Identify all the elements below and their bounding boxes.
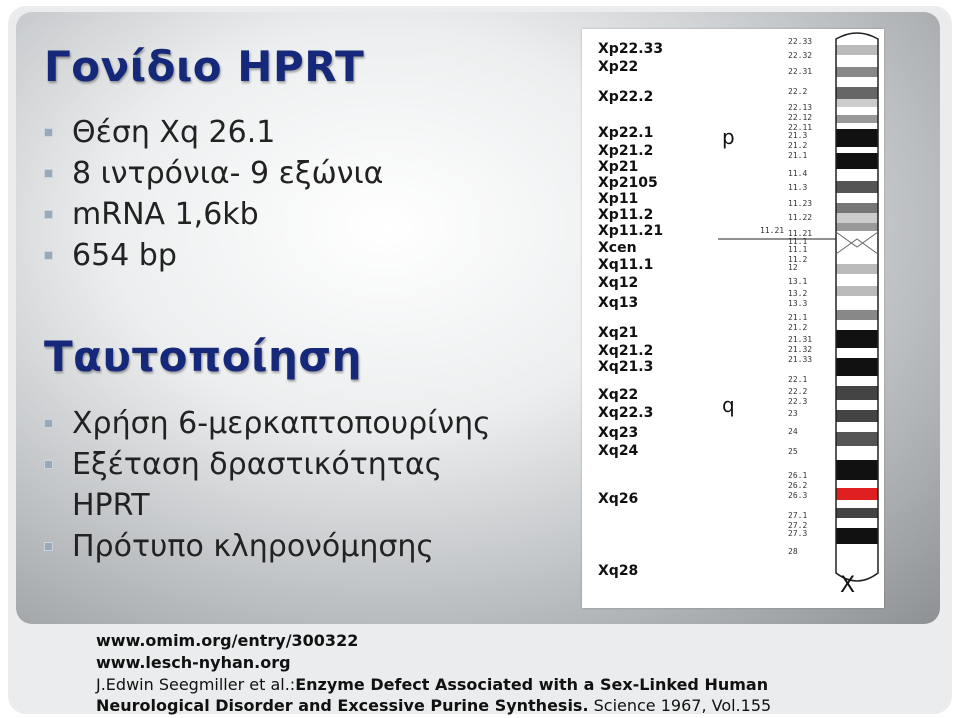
band-label: Xq22.3 bbox=[598, 405, 654, 421]
marker-label: 11.21 bbox=[760, 226, 785, 235]
sub-band-label: 11.22 bbox=[788, 213, 813, 222]
band-label: Xp11 bbox=[598, 191, 639, 207]
sub-band-label: 11.2 bbox=[788, 255, 808, 264]
square-bullet-icon bbox=[44, 542, 53, 551]
band-label: Xq22 bbox=[598, 387, 639, 403]
sub-band-label: 28 bbox=[788, 547, 798, 556]
band-label: Xp21 bbox=[598, 159, 639, 175]
sub-band-label: 21.1 bbox=[788, 313, 808, 322]
omim-link[interactable]: www.omim.org/entry/300322 bbox=[96, 631, 359, 650]
band-label: Xp11.21 bbox=[598, 223, 664, 239]
chromosome-x-ideogram bbox=[582, 29, 884, 608]
list-item: Εξέταση δραστικότητας HPRT bbox=[40, 444, 491, 526]
sub-band-label: 21.2 bbox=[788, 141, 808, 150]
band-label: Xq21 bbox=[598, 325, 639, 341]
sub-band-label: 27.3 bbox=[788, 529, 808, 538]
band-label: Xq24 bbox=[598, 443, 639, 459]
sub-band-label: 21.31 bbox=[788, 335, 813, 344]
band-label: Xcen bbox=[598, 240, 637, 256]
sub-band-label: 26.1 bbox=[788, 471, 808, 480]
sub-band-label: 22.31 bbox=[788, 67, 813, 76]
sub-band-label: 22.12 bbox=[788, 113, 813, 122]
sub-band-label: 12 bbox=[788, 263, 798, 272]
band-label: Xp22.2 bbox=[598, 89, 654, 105]
band-label: Xq12 bbox=[598, 275, 639, 291]
band-label: Xp22.1 bbox=[598, 125, 654, 141]
square-bullet-icon bbox=[44, 128, 53, 137]
gene-facts-list bbox=[40, 112, 383, 276]
lesch-nyhan-link[interactable]: www.lesch-nyhan.org bbox=[96, 653, 291, 672]
sub-band-label: 11.23 bbox=[788, 199, 813, 208]
sub-band-label: 11.1 bbox=[788, 245, 808, 254]
sub-band-label: 21.1 bbox=[788, 151, 808, 160]
band-label: Xq26 bbox=[598, 491, 639, 507]
sub-band-label: 26.2 bbox=[788, 481, 808, 490]
q-arm-label: q bbox=[722, 393, 735, 417]
sub-band-label: 24 bbox=[788, 427, 798, 436]
square-bullet-icon bbox=[44, 460, 53, 469]
band-label: Xp2105 bbox=[598, 175, 658, 191]
list-item: 8 ιντρόνια- 9 εξώνια bbox=[40, 153, 383, 194]
square-bullet-icon bbox=[44, 210, 53, 219]
square-bullet-icon bbox=[44, 251, 53, 260]
square-bullet-icon bbox=[44, 169, 53, 178]
band-label: Xq13 bbox=[598, 295, 639, 311]
sub-band-label: 22.2 bbox=[788, 387, 808, 396]
identification-title: Ταυτοποίηση bbox=[44, 332, 362, 381]
sub-band-label: 27.1 bbox=[788, 511, 808, 520]
sub-band-label: 11.4 bbox=[788, 169, 808, 178]
citation-line-2: Neurological Disorder and Excessive Purine Synthesis. Science 1967, Vol.155 bbox=[96, 696, 772, 715]
band-label: Xq23 bbox=[598, 425, 639, 441]
band-label: Xq11.1 bbox=[598, 257, 654, 273]
sub-band-label: 25 bbox=[788, 447, 798, 456]
band-label: Xp11.2 bbox=[598, 207, 654, 223]
sub-band-label: 27.2 bbox=[788, 521, 808, 530]
sub-band-label: 11.3 bbox=[788, 183, 808, 192]
citation-line-1: J.Edwin Seegmiller et al.:Enzyme Defect Associated with a Sex-Linked Human bbox=[96, 675, 769, 694]
sub-band-label: 22.11 bbox=[788, 123, 813, 132]
sub-band-label: 22.3 bbox=[788, 397, 808, 406]
list-item: Θέση Xq 26.1 bbox=[40, 112, 383, 153]
list-item: Χρήση 6-μερκαπτοπουρίνης bbox=[40, 403, 491, 444]
band-label: Xp22 bbox=[598, 59, 639, 75]
sub-band-label: 21.2 bbox=[788, 323, 808, 332]
square-bullet-icon bbox=[44, 419, 53, 428]
sub-band-label: 11.21 bbox=[788, 229, 813, 238]
sub-band-label: 21.33 bbox=[788, 355, 813, 364]
band-label: Xp22.33 bbox=[598, 41, 664, 57]
sub-band-label: 21.3 bbox=[788, 131, 808, 140]
band-label: Xq21.2 bbox=[598, 343, 654, 359]
band-label: Xp21.2 bbox=[598, 143, 654, 159]
list-item: Πρότυπο κληρονόμησης bbox=[40, 526, 491, 567]
sub-band-label: 11.1 bbox=[788, 237, 808, 246]
sub-band-label: 13.1 bbox=[788, 277, 808, 286]
gene-title: Γονίδιο HPRT bbox=[44, 42, 365, 91]
sub-band-label: 22.32 bbox=[788, 51, 813, 60]
sub-band-label: 13.3 bbox=[788, 299, 808, 308]
band-label: Xq28 bbox=[598, 563, 639, 579]
list-item: 654 bp bbox=[40, 235, 383, 276]
sub-band-label: 22.2 bbox=[788, 87, 808, 96]
sub-band-label: 26.3 bbox=[788, 491, 808, 500]
list-item: mRNA 1,6kb bbox=[40, 194, 383, 235]
chromosome-name: X bbox=[840, 573, 856, 598]
marker-line bbox=[582, 29, 884, 608]
sub-band-label: 22.1 bbox=[788, 375, 808, 384]
sub-band-label: 13.2 bbox=[788, 289, 808, 298]
sub-band-label: 22.33 bbox=[788, 37, 813, 46]
p-arm-label: p bbox=[722, 125, 735, 149]
band-label: Xq21.3 bbox=[598, 359, 654, 375]
sub-band-label: 21.32 bbox=[788, 345, 813, 354]
sub-band-label: 22.13 bbox=[788, 103, 813, 112]
identification-list bbox=[40, 403, 491, 567]
sub-band-label: 23 bbox=[788, 409, 798, 418]
